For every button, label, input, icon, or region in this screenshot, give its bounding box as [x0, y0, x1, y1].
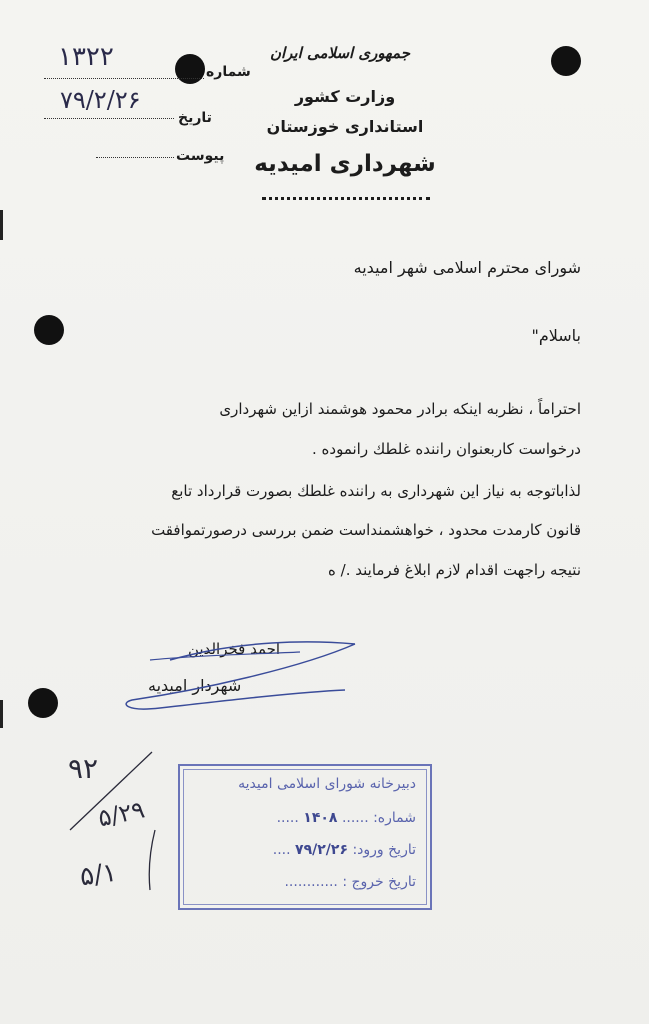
punch-hole — [28, 688, 58, 718]
date-label: تاریخ — [178, 110, 212, 126]
heading-underline — [262, 197, 430, 200]
stamp-exit-row: تاریخ خروج : ............ — [284, 874, 416, 890]
number-label: شماره — [206, 64, 251, 80]
edge-mark — [0, 700, 3, 728]
ministry-heading: وزارت کشور — [294, 87, 396, 106]
margin-note-2: ۵/۲۹ — [95, 795, 148, 833]
signer-title: شهردار امیدیه — [148, 676, 242, 695]
margin-note-3: ۵/۱ — [78, 857, 119, 893]
stamp-number-value: ۱۴۰۸ — [303, 810, 338, 826]
stamp-entry-row: تاریخ ورود: ۷۹/۲/۲۶ .... — [272, 842, 416, 858]
body-line-4: قانون کارمدت محدود ، خواهشمنداست ضمن بررسی درصورتموافقت — [151, 521, 581, 539]
number-line — [44, 78, 204, 79]
stamp-number-label: شماره: — [373, 810, 416, 826]
body-line-1: احتراماً ، نظربه اینکه برادر محمود هوشمند ازاین شهرداری — [219, 400, 581, 418]
body-line-5: نتیجه راجهت اقدام لازم ابلاغ فرمایند ./ ه — [328, 561, 581, 579]
greeting: باسلام" — [531, 326, 581, 345]
date-value: ۷۹/۲/۲۶ — [60, 86, 141, 114]
edge-mark — [0, 210, 3, 240]
stamp-entry-value: ۷۹/۲/۲۶ — [295, 842, 348, 858]
margin-note-1: ۹۲ — [68, 752, 99, 785]
punch-hole — [175, 54, 205, 84]
punch-hole — [34, 315, 64, 345]
recipient-line: شورای محترم اسلامی شهر امیدیه — [353, 258, 581, 277]
number-value: ۱۳۲۲ — [58, 42, 114, 72]
stamp-number-row: شماره: ...... ۱۴۰۸ ..... — [276, 810, 416, 826]
signer-name: احمد فخرالدین — [188, 640, 281, 658]
stamp-title: دبیرخانه شورای اسلامی امیدیه — [238, 776, 416, 792]
body-line-2: درخواست کاربعنوان راننده غلطك رانموده . — [312, 440, 581, 458]
stamp-entry-label: تاریخ ورود: — [352, 842, 416, 858]
governorate-heading: استانداری خوزستان — [266, 117, 424, 136]
body-line-3: لذاباتوجه به نیاز این شهرداری به راننده غلطك بصورت قرارداد تابع — [171, 482, 581, 500]
punch-hole — [551, 46, 581, 76]
stamp-exit-label: تاریخ خروج : — [342, 874, 416, 890]
council-secretariat-stamp — [178, 764, 432, 910]
attachment-line — [96, 157, 174, 158]
attachment-label: پیوست — [176, 148, 225, 164]
republic-heading: جمهوری اسلامی ایران — [269, 44, 410, 62]
date-line — [44, 118, 174, 119]
municipality-heading: شهرداری امیدیه — [254, 151, 436, 177]
